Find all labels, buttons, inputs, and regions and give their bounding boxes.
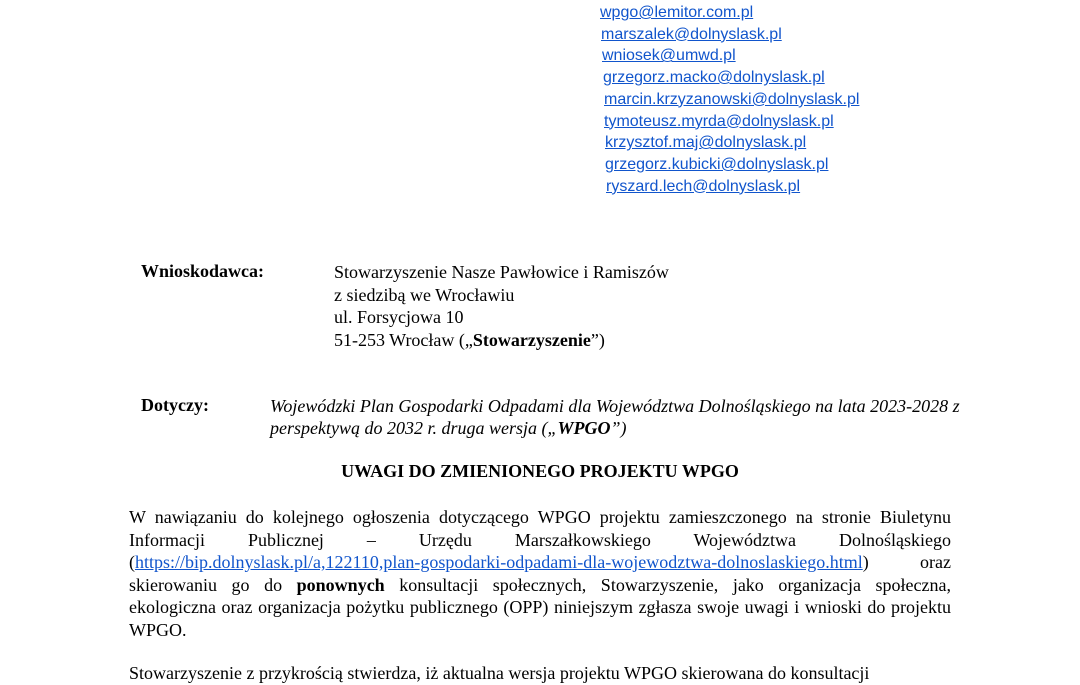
- email-link[interactable]: wniosek@umwd.pl: [602, 47, 736, 65]
- paragraph-text: W nawiązaniu do kolejnego ogłoszenia dotyczącego WPGO projektu zamieszczonego na stronie Biuletynu Informacji Publicznej – Urzędu Marszałkowskiego Województwa Dolnośląskiego (: [129, 507, 951, 572]
- defined-term: Stowarzyszenie: [472, 329, 591, 350]
- email-link[interactable]: marszalek@dolnyslask.pl: [601, 25, 782, 43]
- email-link[interactable]: wpgo@lemitor.com.pl: [600, 4, 754, 21]
- subject-suffix: ”): [610, 418, 627, 438]
- address-line: z siedzibą we Wrocławiu: [334, 284, 515, 305]
- section-heading: UWAGI DO ZMIENIONEGO PROJEKTU WPGO: [341, 461, 739, 481]
- body-paragraph: [129, 506, 951, 641]
- recipient-list: [600, 2, 859, 197]
- applicant-label: Wnioskodawca:: [141, 261, 265, 281]
- subject-prefix: Wojewódzki Plan Gospodarki Odpadami dla Województwa Dolnośląskiego na lata 2023-2028 z perspektywą do 2032 r. druga wersja („: [270, 396, 960, 438]
- address-line: Stowarzyszenie Nasze Pawłowice i Ramiszów: [334, 262, 669, 282]
- applicant-address: [334, 261, 669, 351]
- email-link[interactable]: marcin.krzyzanowski@dolnyslask.pl: [604, 90, 860, 108]
- email-link[interactable]: tymoteusz.myrda@dolnyslask.pl: [604, 112, 834, 130]
- email-link[interactable]: krzysztof.maj@dolnyslask.pl: [605, 134, 807, 152]
- email-link[interactable]: grzegorz.kubicki@dolnyslask.pl: [605, 155, 829, 173]
- subject-text: [270, 395, 960, 439]
- subject-defined-term: WPGO: [557, 418, 611, 438]
- address-line: [334, 329, 669, 352]
- emphasis-text: ponownych: [296, 574, 385, 595]
- subject-label: Dotyczy:: [141, 395, 209, 415]
- address-line-suffix: ”): [590, 329, 605, 350]
- bip-link[interactable]: https://bip.dolnyslask.pl/a,122110,plan-gospodarki-odpadami-dla-wojewodztwa-dolnoslaskiego.html: [135, 552, 863, 572]
- paragraph-text: konsultacji społecznych, Stowarzyszenie, jako organizacja społeczna, ekologiczna oraz organizacja pożytku publicznego (OPP) niniejszym zgłasza swoje uwagi i wnioski do projektu WPGO.: [129, 574, 951, 640]
- address-line-prefix: 51-253 Wrocław („: [334, 329, 473, 350]
- paragraph-text: ) oraz skierowaniu go do: [129, 552, 951, 595]
- address-line: ul. Forsycjowa 10: [334, 307, 464, 327]
- body-paragraph-2: Stowarzyszenie z przykrością stwierdza, iż aktualna wersja projektu WPGO skierowana do konsultacji: [129, 663, 870, 683]
- email-link[interactable]: grzegorz.macko@dolnyslask.pl: [603, 69, 825, 87]
- email-link[interactable]: ryszard.lech@dolnyslask.pl: [606, 177, 801, 195]
